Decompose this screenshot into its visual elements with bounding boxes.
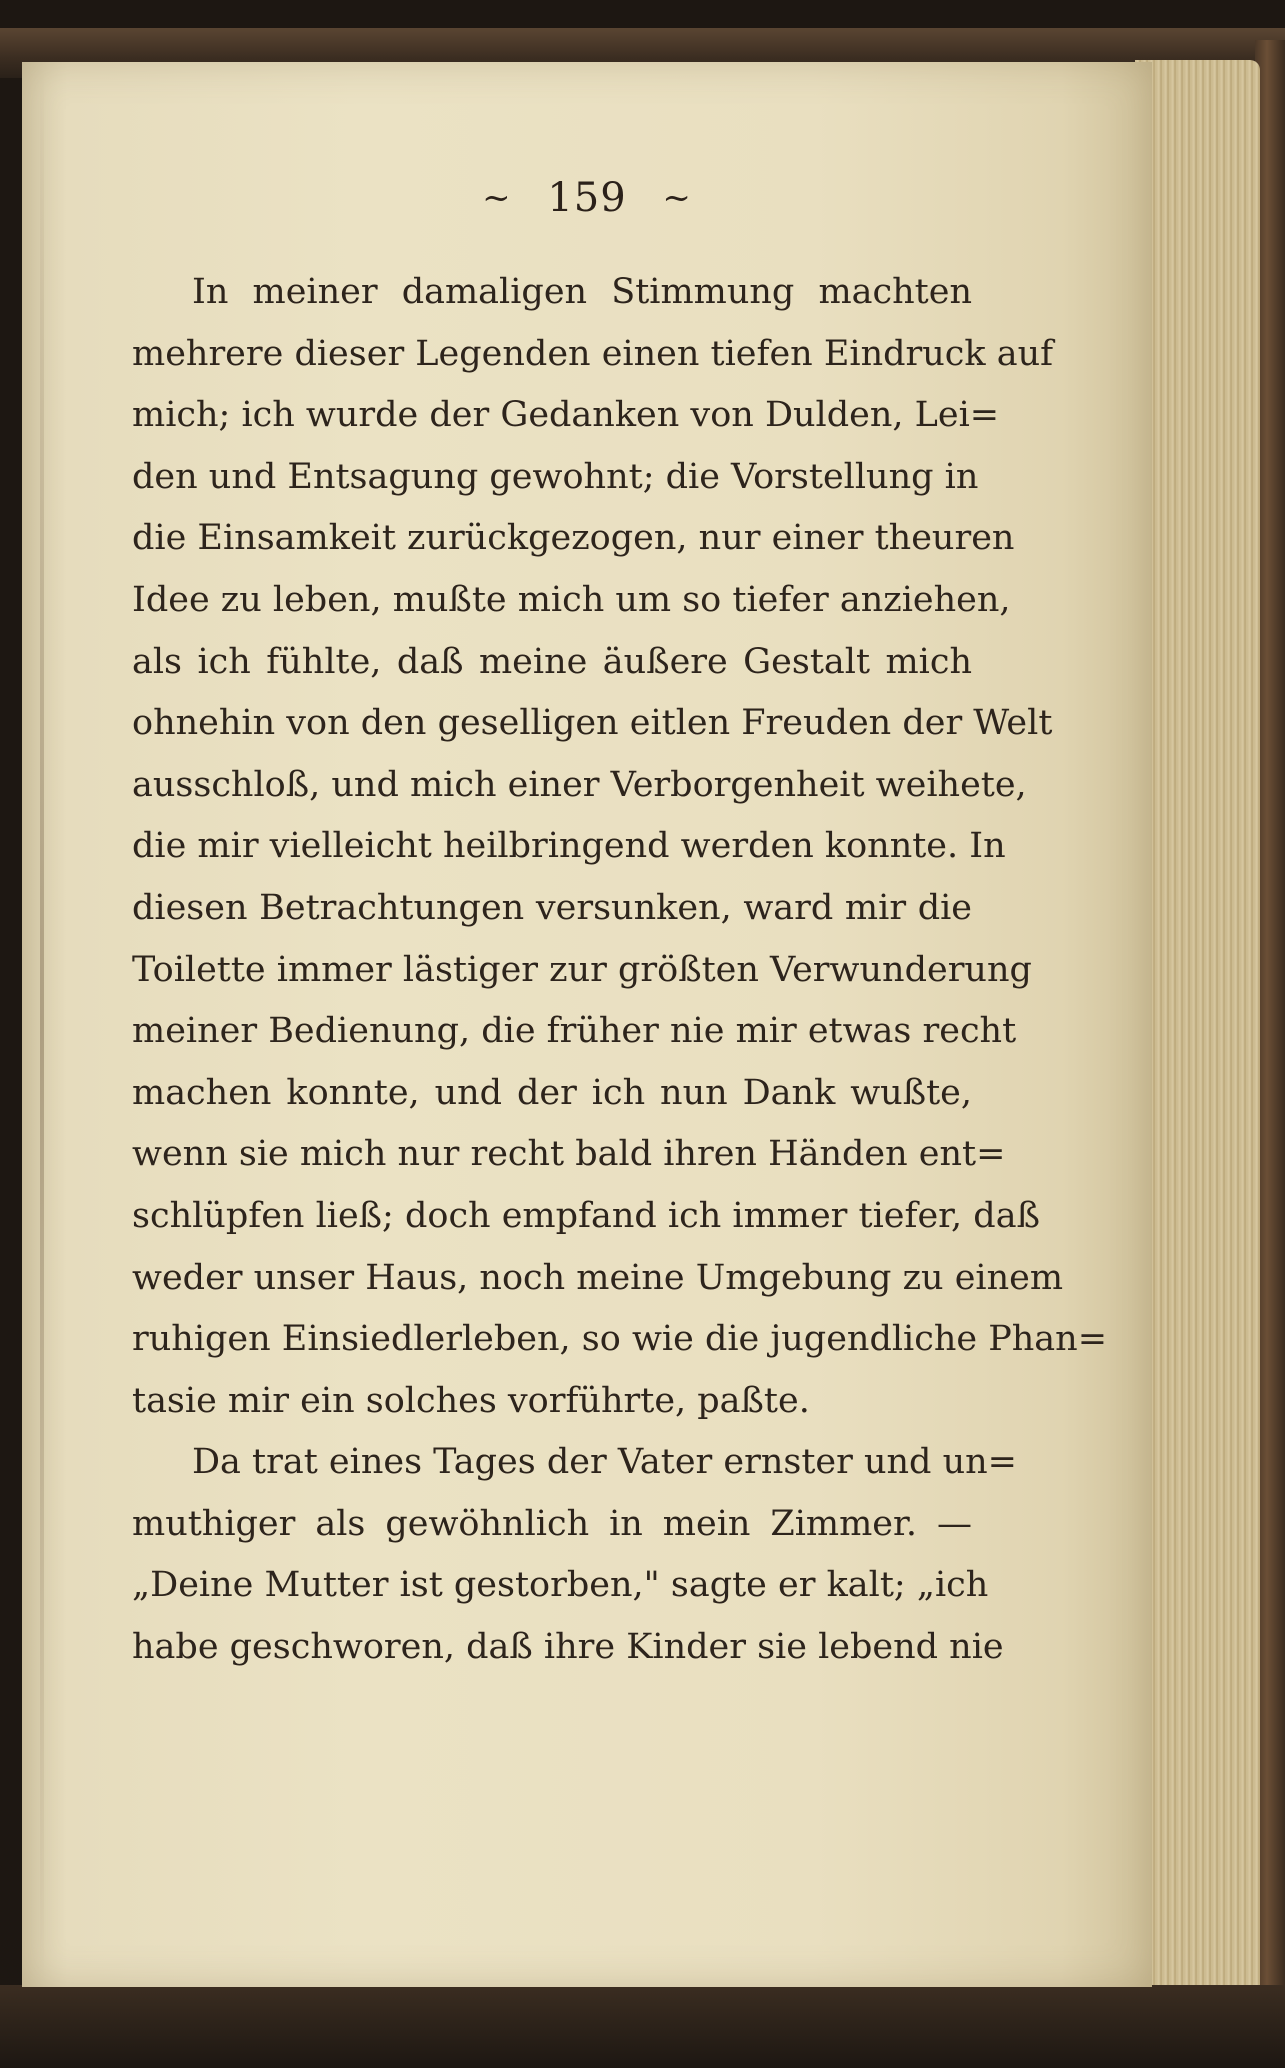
text-line: meiner Bedienung, die früher nie mir etwas recht bbox=[132, 1011, 1017, 1052]
text-line: die Einsamkeit zurückgezogen, nur einer theuren bbox=[132, 518, 1015, 559]
text-line: muthiger als gewöhnlich in mein Zimmer. — bbox=[132, 1503, 972, 1544]
paragraph-2 bbox=[132, 1432, 1017, 1678]
page-edges bbox=[1135, 60, 1260, 1995]
gutter-shadow bbox=[40, 62, 44, 1987]
text-line: ohnehin von den geselligen eitlen Freuden der Welt bbox=[132, 703, 1053, 744]
page-number: 159 bbox=[547, 175, 627, 221]
body-text bbox=[132, 262, 1108, 1679]
text-line: Idee zu leben, mußte mich um so tiefer anziehen, bbox=[132, 579, 1011, 620]
text-line: weder unser Haus, noch meine Umgebung zu einem bbox=[132, 1257, 1064, 1298]
text-line: ruhigen Einsiedlerleben, so wie die jugendliche Phan= bbox=[132, 1319, 1108, 1360]
text-line: machen konnte, und der ich nun Dank wußte, bbox=[132, 1072, 972, 1113]
text-line: In meiner damaligen Stimmung machten bbox=[192, 272, 972, 312]
left-ornament: ~ bbox=[482, 178, 512, 218]
text-line: als ich fühlte, daß meine äußere Gestalt mich bbox=[132, 641, 972, 682]
text-line: „Deine Mutter ist gestorben," sagte er kalt; „ich bbox=[132, 1565, 989, 1606]
paragraph-1 bbox=[132, 262, 1108, 1432]
text-line: mich; ich wurde der Gedanken von Dulden, Lei= bbox=[132, 395, 1000, 436]
right-ornament: ~ bbox=[662, 178, 692, 218]
text-line: mehrere dieser Legenden einen tiefen Eindruck auf bbox=[132, 333, 1054, 374]
text-line: diesen Betrachtungen versunken, ward mir die bbox=[132, 887, 972, 928]
text-line: wenn sie mich nur recht bald ihren Händen ent= bbox=[132, 1134, 1006, 1175]
text-line: ausschloß, und mich einer Verborgenheit weihete, bbox=[132, 764, 1027, 805]
book-page bbox=[22, 62, 1152, 1987]
text-line: Da trat eines Tages der Vater ernster und un= bbox=[192, 1442, 1017, 1483]
text-line: die mir vielleicht heilbringend werden konnte. In bbox=[132, 826, 1006, 867]
text-line: den und Entsagung gewohnt; die Vorstellung in bbox=[132, 456, 979, 497]
running-header bbox=[22, 172, 1152, 221]
text-line: tasie mir ein solches vorführte, paßte. bbox=[132, 1380, 810, 1421]
text-line: Toilette immer lästiger zur größten Verwunderung bbox=[132, 949, 1032, 990]
book-cover-bottom bbox=[0, 1985, 1285, 2068]
text-line: schlüpfen ließ; doch empfand ich immer tiefer, daß bbox=[132, 1195, 1040, 1236]
text-line: habe geschworen, daß ihre Kinder sie lebend nie bbox=[132, 1627, 1004, 1668]
